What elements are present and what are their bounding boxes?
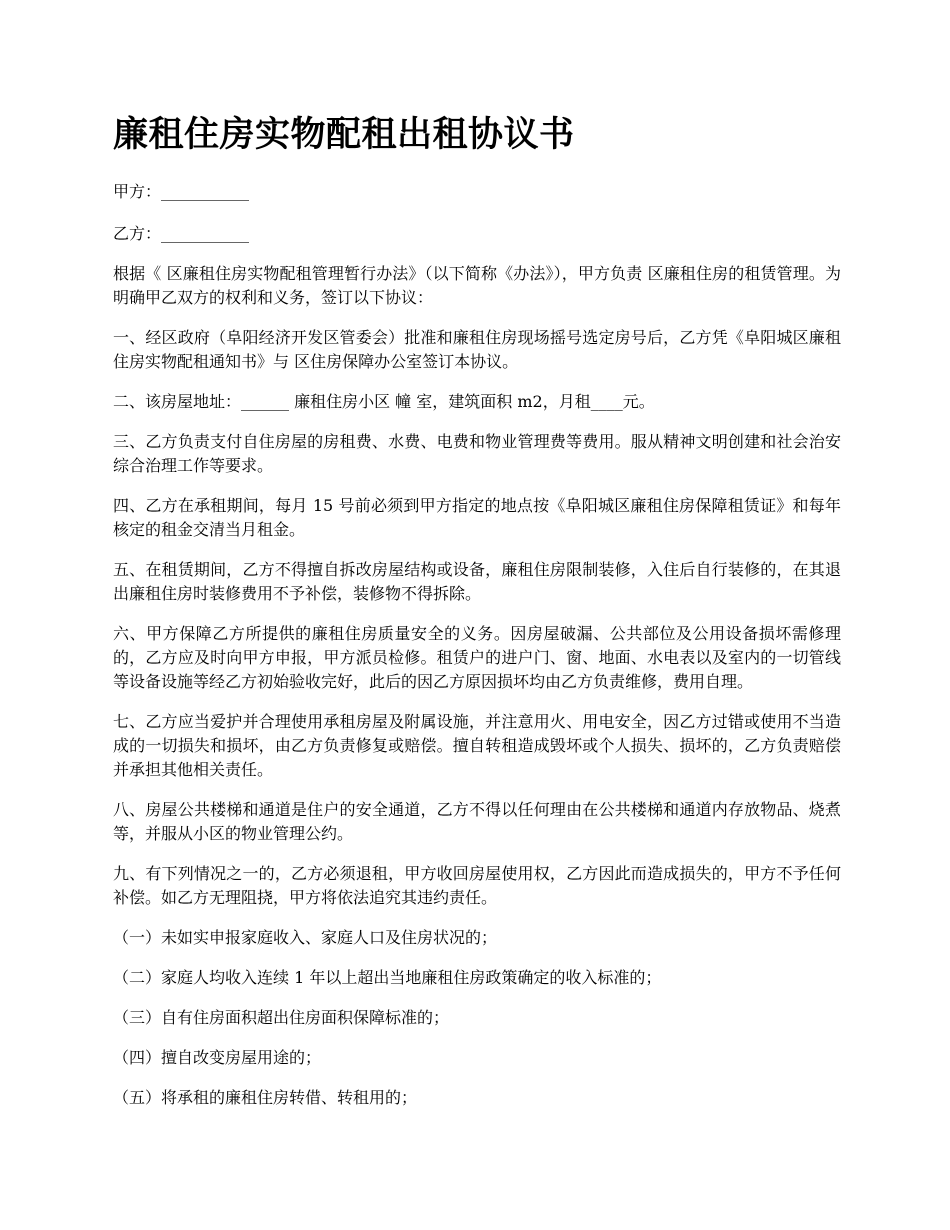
clause-4-paragraph: 四、乙方在承租期间，每月 15 号前必须到甲方指定的地点按《阜阳城区廉租住房保障租赁证》和每年核定的租金交清当月租金。 [113,496,841,539]
list-item: （四）擅自改变房屋用途的； [113,1048,322,1067]
clause-2-paragraph: 二、该房屋地址：______ 廉租住房小区 幢 室，建筑面积 m2，月租____元。 [113,392,655,411]
clause-1-paragraph: 一、经区政府（阜阳经济开发区管委会）批准和廉租住房现场摇号选定房号后，乙方凭《阜阳城区廉租住房实物配租通知书》与 区住房保障办公室签订本协议。 [113,328,841,371]
clause-5-paragraph: 五、在租赁期间，乙方不得擅自拆改房屋结构或设备，廉租住房限制装修，入住后自行装修的，在其退出廉租住房时装修费用不予补偿，装修物不得拆除。 [113,560,841,603]
list-item: （二）家庭人均收入连续 1 年以上超出当地廉租住房政策确定的收入标准的； [113,968,662,987]
preamble-paragraph: 根据《 区廉租住房实物配租管理暂行办法》（以下简称《办法》），甲方负责 区廉租住房的租赁管理。为明确甲乙双方的权利和义务，签订以下协议： [113,264,841,307]
document-title: 廉租住房实物配租出租协议书 [113,114,575,155]
list-item: （一）未如实申报家庭收入、家庭人口及住房状况的； [113,928,498,947]
clause-6-paragraph: 六、甲方保障乙方所提供的廉租住房质量安全的义务。因房屋破漏、公共部位及公用设备损坏需修理的，乙方应及时向甲方申报，甲方派员检修。租赁户的进户门、窗、地面、水电表以及室内的一切管线等设备设施等经乙方初始验收完好，此后的因乙方原因损坏均由乙方负责维修，费用自理。 [113,624,841,691]
list-item: （三）自有住房面积超出住房面积保障标准的； [113,1008,450,1027]
list-item: （五）将承租的廉租住房转借、转租用的； [113,1088,418,1107]
agreement-body [113,262,841,1126]
party-b-line: 乙方：___________ [113,224,250,243]
party-a-line: 甲方：___________ [113,182,250,201]
clause-3-paragraph: 三、乙方负责支付自住房屋的房租费、水费、电费和物业管理费等费用。服从精神文明创建和社会治安综合治理工作等要求。 [113,432,841,475]
clause-7-paragraph: 七、乙方应当爱护并合理使用承租房屋及附属设施，并注意用火、用电安全，因乙方过错或使用不当造成的一切损失和损坏，由乙方负责修复或赔偿。擅自转租造成毁坏或个人损失、损坏的，乙方负责赔偿并承担其他相关责任。 [113,712,841,779]
clause-9-paragraph: 九、有下列情况之一的，乙方必须退租，甲方收回房屋使用权，乙方因此而造成损失的，甲方不予任何补偿。如乙方无理阻挠，甲方将依法追究其违约责任。 [113,864,841,907]
clause-8-paragraph: 八、房屋公共楼梯和通道是住户的安全通道，乙方不得以任何理由在公共楼梯和通道内存放物品、烧煮等，并服从小区的物业管理公约。 [113,800,841,843]
